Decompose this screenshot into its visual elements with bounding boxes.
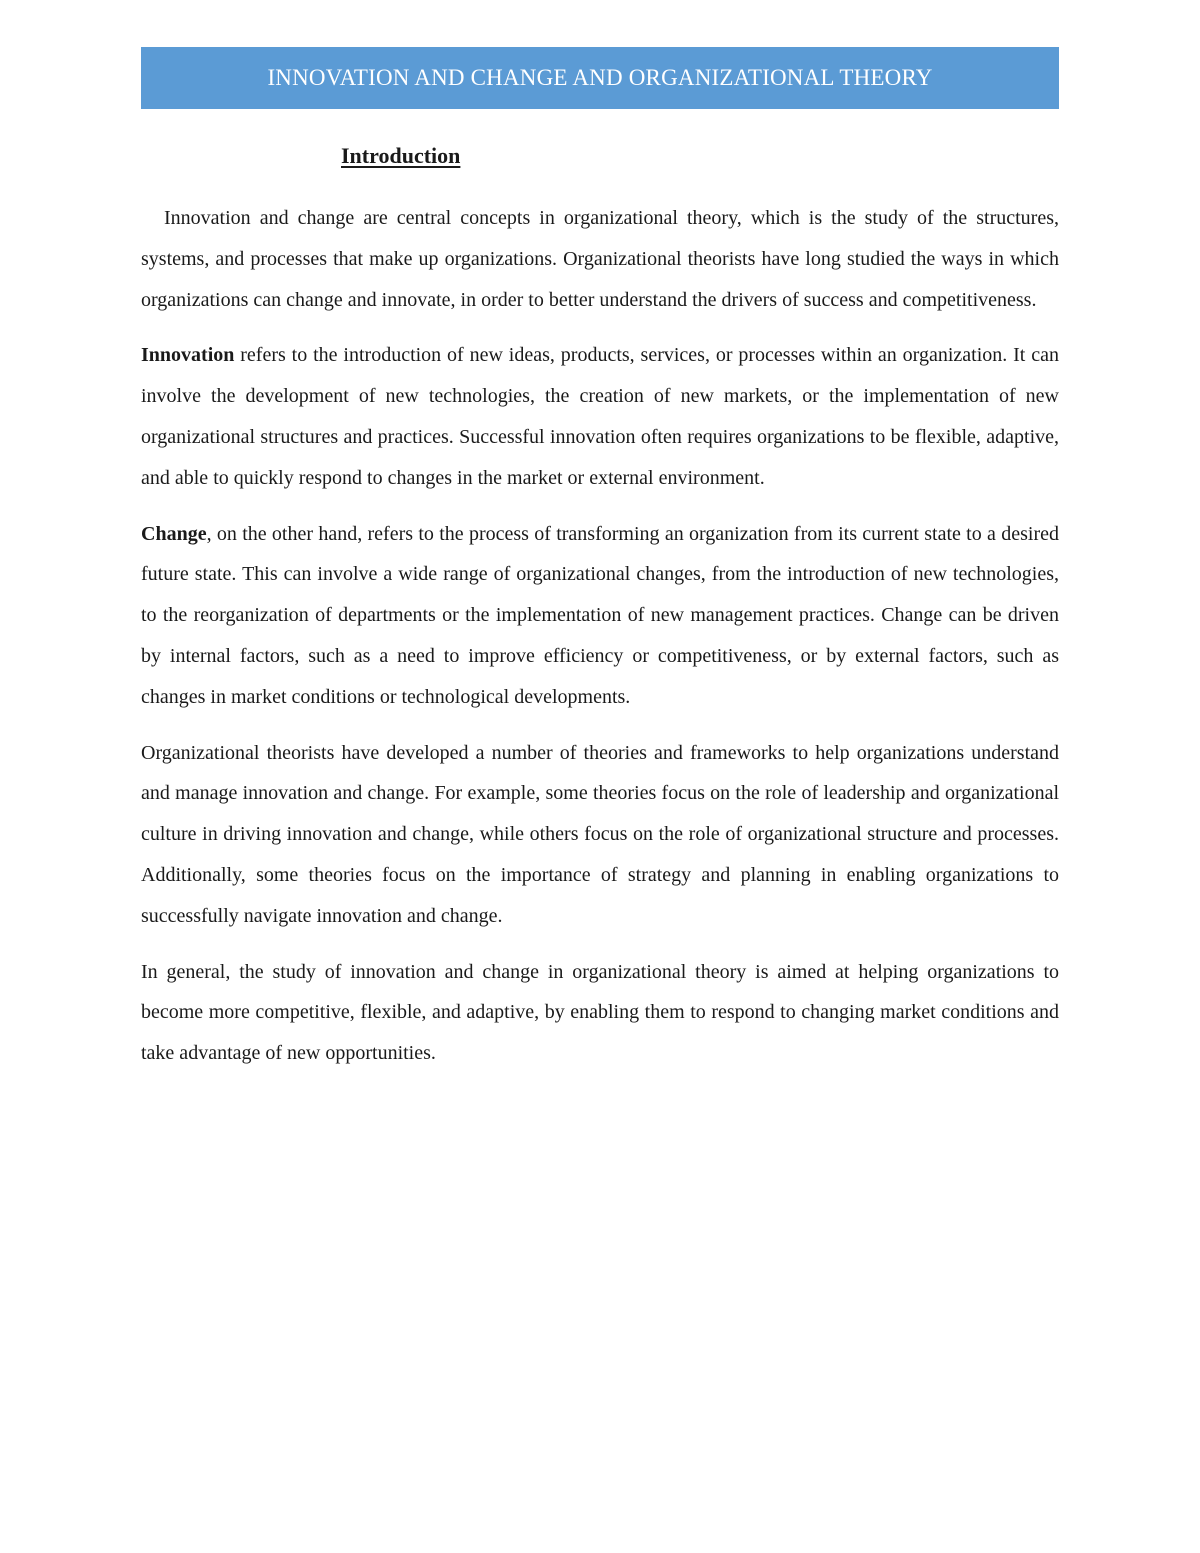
paragraph-change-text: , on the other hand, refers to the process of transforming an organization from its current state to a desired future state. This can involve a wide range of organizational changes, from the introduction of new technologies, to the reorganization of departments or the implementation of new management practices. Change can be driven by internal factors, such as a need to improve efficiency or competitiveness, or by external factors, such as changes in market conditions or technological developments. <box>141 522 1059 708</box>
paragraph-intro: Innovation and change are central concepts in organizational theory, which is the study of the structures, systems, and processes that make up organizations. Organizational theorists have long studied the ways in which organizations can change and innovate, in order to better understand the drivers of success and competitiveness. <box>141 207 1059 311</box>
section-heading: Introduction <box>341 143 461 168</box>
paragraph-change <box>141 514 1059 718</box>
paragraph-conclusion: In general, the study of innovation and change in organizational theory is aimed at helping organizations to become more competitive, flexible, and adaptive, by enabling them to respond to changing market conditions and take advantage of new opportunities. <box>141 960 1059 1065</box>
term-innovation: Innovation <box>141 344 235 367</box>
paragraph-innovation-text: refers to the introduction of new ideas, products, services, or processes within an organization. It can involve the development of new technologies, the creation of new markets, or the implementation of new organizational structures and practices. Successful innovation often requires organizations to be flexible, adaptive, and able to quickly respond to changes in the market or external environment. <box>141 344 1059 489</box>
title-banner <box>141 47 1059 109</box>
document-title: INNOVATION AND CHANGE AND ORGANIZATIONAL THEORY <box>267 65 933 90</box>
paragraph-theories: Organizational theorists have developed a number of theories and frameworks to help organizations understand and manage innovation and change. For example, some theories focus on the role of leadership and organizational culture in driving innovation and change, while others focus on the role of organizational structure and processes. Additionally, some theories focus on the importance of strategy and planning in enabling organizations to successfully navigate innovation and change. <box>141 741 1059 927</box>
paragraph-innovation <box>141 335 1059 498</box>
document-body <box>141 198 1059 1089</box>
term-change: Change <box>141 522 207 545</box>
